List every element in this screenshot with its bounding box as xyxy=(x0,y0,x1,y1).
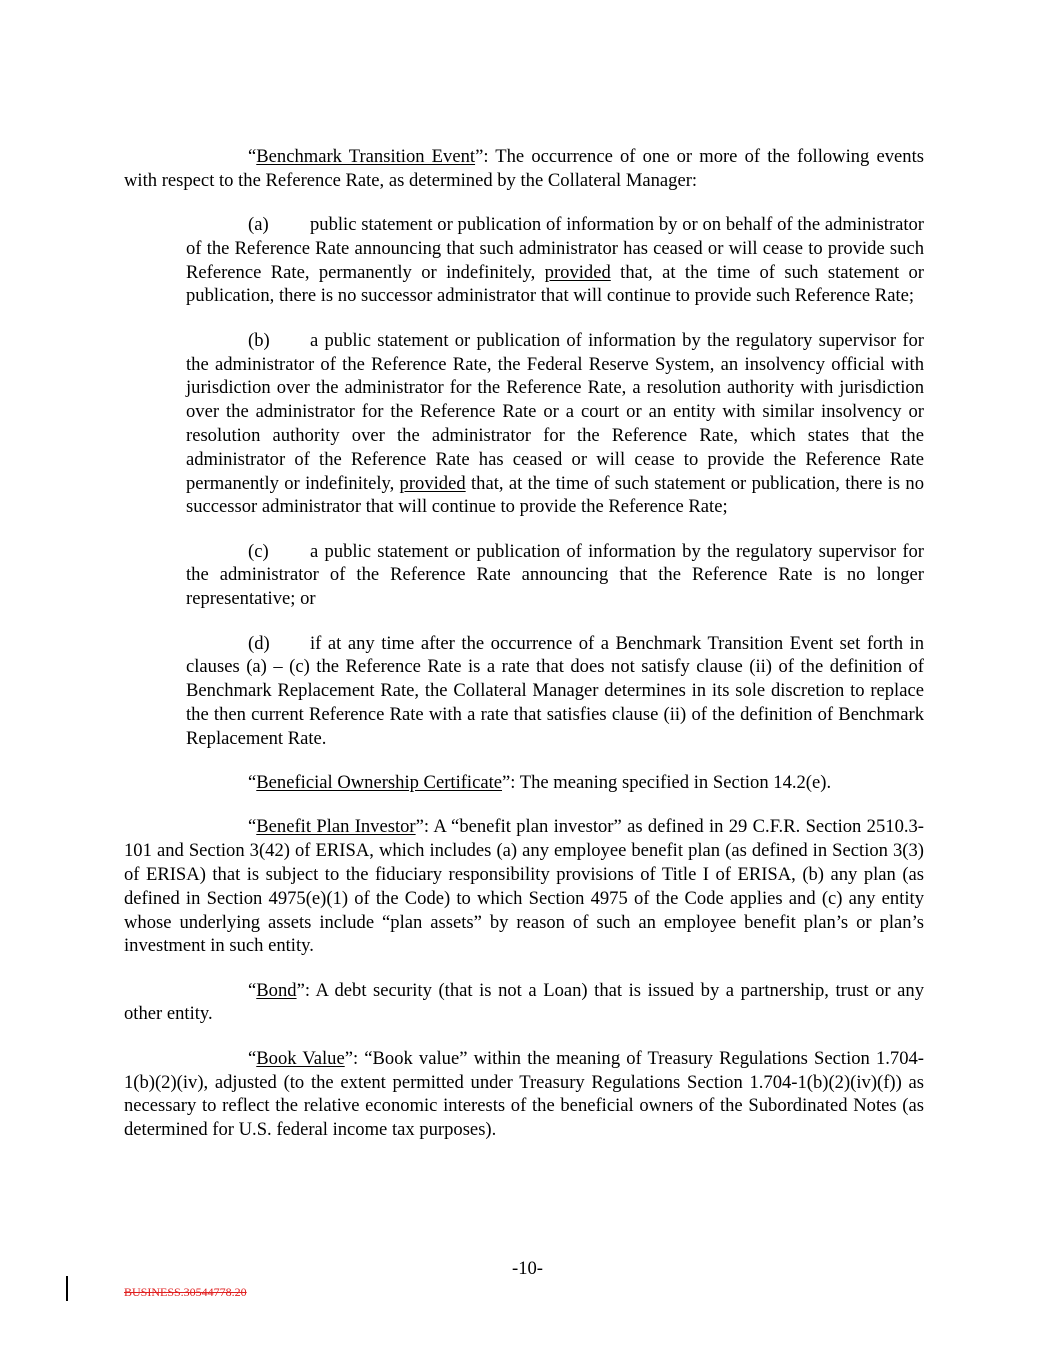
text: ”: The meaning specified in Section 14.2(e). xyxy=(502,772,832,794)
underlined-word: provided xyxy=(544,261,611,283)
page-number: -10- xyxy=(512,1258,543,1279)
underlined-word: provided xyxy=(399,472,466,494)
text: “ xyxy=(248,146,257,167)
clause-b xyxy=(186,329,924,519)
clause-a xyxy=(186,213,924,308)
text: “ xyxy=(248,772,257,794)
clause-d xyxy=(186,632,924,751)
clause-c xyxy=(186,540,924,611)
text: ”: A “benefit plan investor” as defined in 29 C.F.R. Section 2510.3-101 and Section 3(42) of ERISA, which includes (a) any employee benefit plan (as defined in Section 3(3) of ERISA) that is subject to the fiduciary responsibility provisions of Title I of ERISA, (b) any plan (as defined in Section 4975(e)(1) of the Code) to which Section 4975 of the Code applies and (c) any entity whose underlying assets include “plan assets” by reason of such an employee benefit plan’s or plan’s investment in such entity. xyxy=(124,816,924,957)
text: ”: The occurrence of one or more of the following events with respect to the Reference Rate, as determined by the Collateral Manager: xyxy=(124,146,924,191)
defined-term: Beneficial Ownership Certificate xyxy=(256,772,503,794)
text: that, at the time of such statement or publication, there is no successor administrator that will continue to provide the Reference Rate; xyxy=(186,472,924,518)
definition-beneficial-ownership-certificate xyxy=(124,771,924,795)
defined-term: Benchmark Transition Event xyxy=(256,146,476,167)
clause-label: (b) xyxy=(248,329,270,351)
change-bar xyxy=(66,1276,68,1301)
text: “ xyxy=(248,979,257,1001)
text: ”: A debt security (that is not a Loan) that is issued by a partnership, trust or any other entity. xyxy=(124,979,924,1025)
document-id: BUSINESS.30544778.20 xyxy=(124,1285,247,1299)
clause-label: (a) xyxy=(248,214,269,236)
text: ”: “Book value” within the meaning of Treasury Regulations Section 1.704-1(b)(2)(iv), adjusted (to the extent permitted under Treasury Regulations Section 1.704-1(b)(2)(iv)(f)) as necessary to reflect the relative economic interests of the beneficial owners of the Subordinated Notes (as determined for U.S. federal income tax purposes). xyxy=(124,1047,924,1141)
text: “ xyxy=(248,816,257,838)
text: public statement or publication of information by or on behalf of the administrator of the Reference Rate announcing that such administrator has ceased or will cease to provide such Reference Rate, permanently or indefinitely, xyxy=(186,214,924,283)
definition-benchmark-transition-event xyxy=(124,145,924,193)
definition-bond xyxy=(124,979,924,1027)
text: “ xyxy=(248,1047,257,1069)
clause-label: (c) xyxy=(248,540,269,562)
text: that, at the time of such statement or publication, there is no successor administrator that will continue to provide such Reference Rate; xyxy=(186,261,924,307)
definition-book-value xyxy=(124,1047,924,1142)
text: if at any time after the occurrence of a Benchmark Transition Event set forth in clauses (a) – (c) the Reference Rate is a rate that does not satisfy clause (ii) of the definition of Benchmark Replacement Rate, the Collateral Manager determines in its sole discretion to replace the then current Reference Rate with a rate that satisfies clause (ii) of the definition of Benchmark Replacement Rate. xyxy=(186,632,924,749)
document-body xyxy=(124,145,924,1162)
text: a public statement or publication of information by the regulatory supervisor for the administrator of the Reference Rate announcing that the Reference Rate is no longer representative; or xyxy=(186,540,924,610)
definition-benefit-plan-investor xyxy=(124,815,924,958)
defined-term: Benefit Plan Investor xyxy=(256,816,416,838)
clause-label: (d) xyxy=(248,632,270,654)
defined-term: Book Value xyxy=(256,1047,345,1069)
defined-term: Bond xyxy=(256,979,297,1001)
text: a public statement or publication of information by the regulatory supervisor for the administrator of the Reference Rate, the Federal Reserve System, an insolvency official with jurisdiction over the administrator for the Reference Rate, a resolution authority with jurisdiction over the administrator for the Reference Rate or a court or an entity with similar insolvency or resolution authority over the administrator for the Reference Rate, which states that the administrator of the Reference Rate has ceased or will cease to provide the Reference Rate permanently or indefinitely, xyxy=(186,329,924,494)
